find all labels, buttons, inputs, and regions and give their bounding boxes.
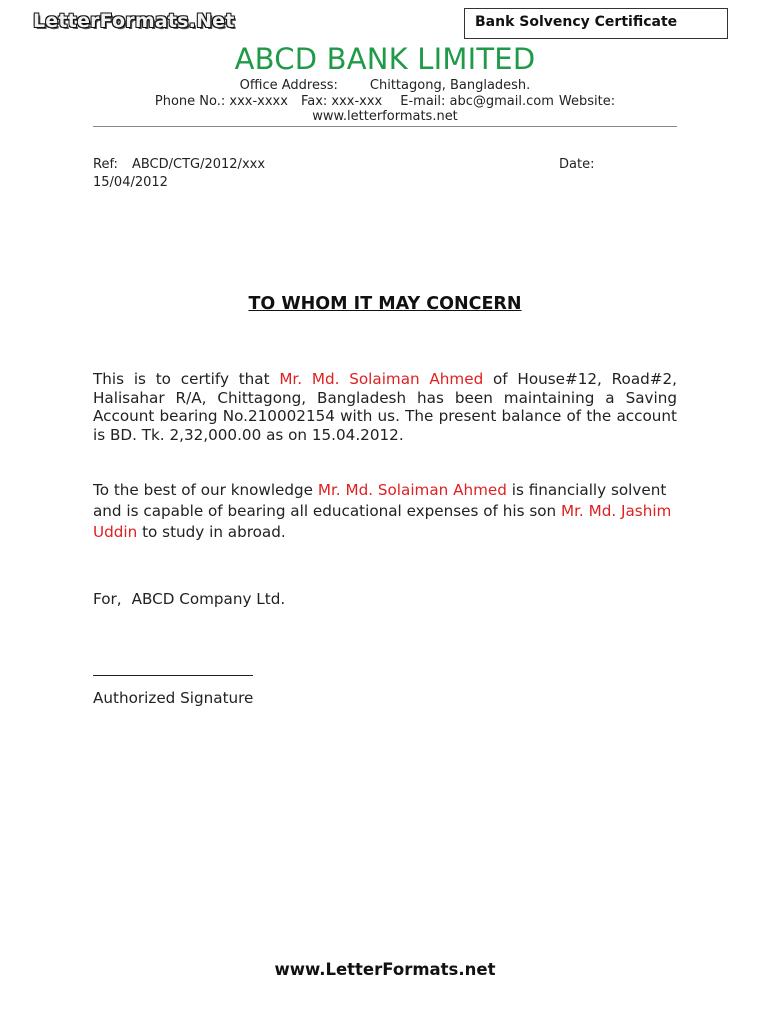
paragraph2-end: to study in abroad. bbox=[137, 523, 286, 541]
phone-number: Phone No.: xxx-xxxx bbox=[154, 94, 288, 109]
website-url: www.letterformats.net bbox=[312, 109, 458, 124]
signature-line bbox=[93, 675, 253, 676]
website-line bbox=[0, 109, 770, 124]
paragraph2-intro: To the best of our knowledge bbox=[93, 481, 318, 499]
email-address: E-mail: abc@gmail.com bbox=[400, 94, 554, 109]
office-address-label: Office Address: bbox=[239, 78, 338, 93]
document-type-label: Bank Solvency Certificate bbox=[475, 14, 678, 30]
header-divider bbox=[93, 126, 677, 127]
closing-line bbox=[93, 590, 285, 608]
account-holder-name-repeat: Mr. Md. Solaiman Ahmed bbox=[317, 481, 507, 499]
account-holder-name: Mr. Md. Solaiman Ahmed bbox=[279, 370, 484, 388]
website-label: Website: bbox=[558, 94, 616, 109]
reference-line bbox=[93, 157, 265, 172]
bank-name: ABCD BANK LIMITED bbox=[234, 42, 536, 76]
footer-website: www.LetterFormats.net bbox=[274, 960, 496, 979]
fax-number: Fax: xxx-xxx bbox=[300, 94, 383, 109]
authorized-signature-label: Authorized Signature bbox=[93, 689, 254, 707]
document-type-badge bbox=[464, 8, 728, 39]
letter-heading: TO WHOM IT MAY CONCERN bbox=[248, 294, 522, 314]
contact-line bbox=[0, 94, 770, 109]
solvency-paragraph bbox=[93, 480, 677, 543]
paragraph2-body: is financially solvent and is capable of bearing all educational expenses of his son bbox=[93, 481, 667, 520]
office-address-value: Chittagong, Bangladesh. bbox=[369, 78, 531, 93]
paragraph1-intro: This is to certify that bbox=[93, 370, 280, 388]
son-name: Mr. Md. Jashim Uddin bbox=[93, 502, 672, 541]
date-label: Date: bbox=[559, 157, 595, 172]
date-value: 15/04/2012 bbox=[93, 175, 168, 190]
paragraph1-details: of House#12, Road#2, Halisahar R/A, Chittagong, Bangladesh has been maintaining a Saving Account bearing No.210002154 with us. The present balance of the account is BD. Tk. 2,32,000.00 as on 15.04.2012. bbox=[93, 370, 677, 444]
letterformats-logo: LetterFormats.Net bbox=[33, 10, 235, 32]
for-label: For, bbox=[93, 590, 122, 608]
company-name: ABCD Company Ltd. bbox=[131, 590, 286, 608]
ref-label: Ref: bbox=[93, 157, 118, 172]
certification-paragraph bbox=[93, 370, 677, 444]
ref-value: ABCD/CTG/2012/xxx bbox=[131, 157, 266, 172]
office-address-line bbox=[0, 78, 770, 93]
